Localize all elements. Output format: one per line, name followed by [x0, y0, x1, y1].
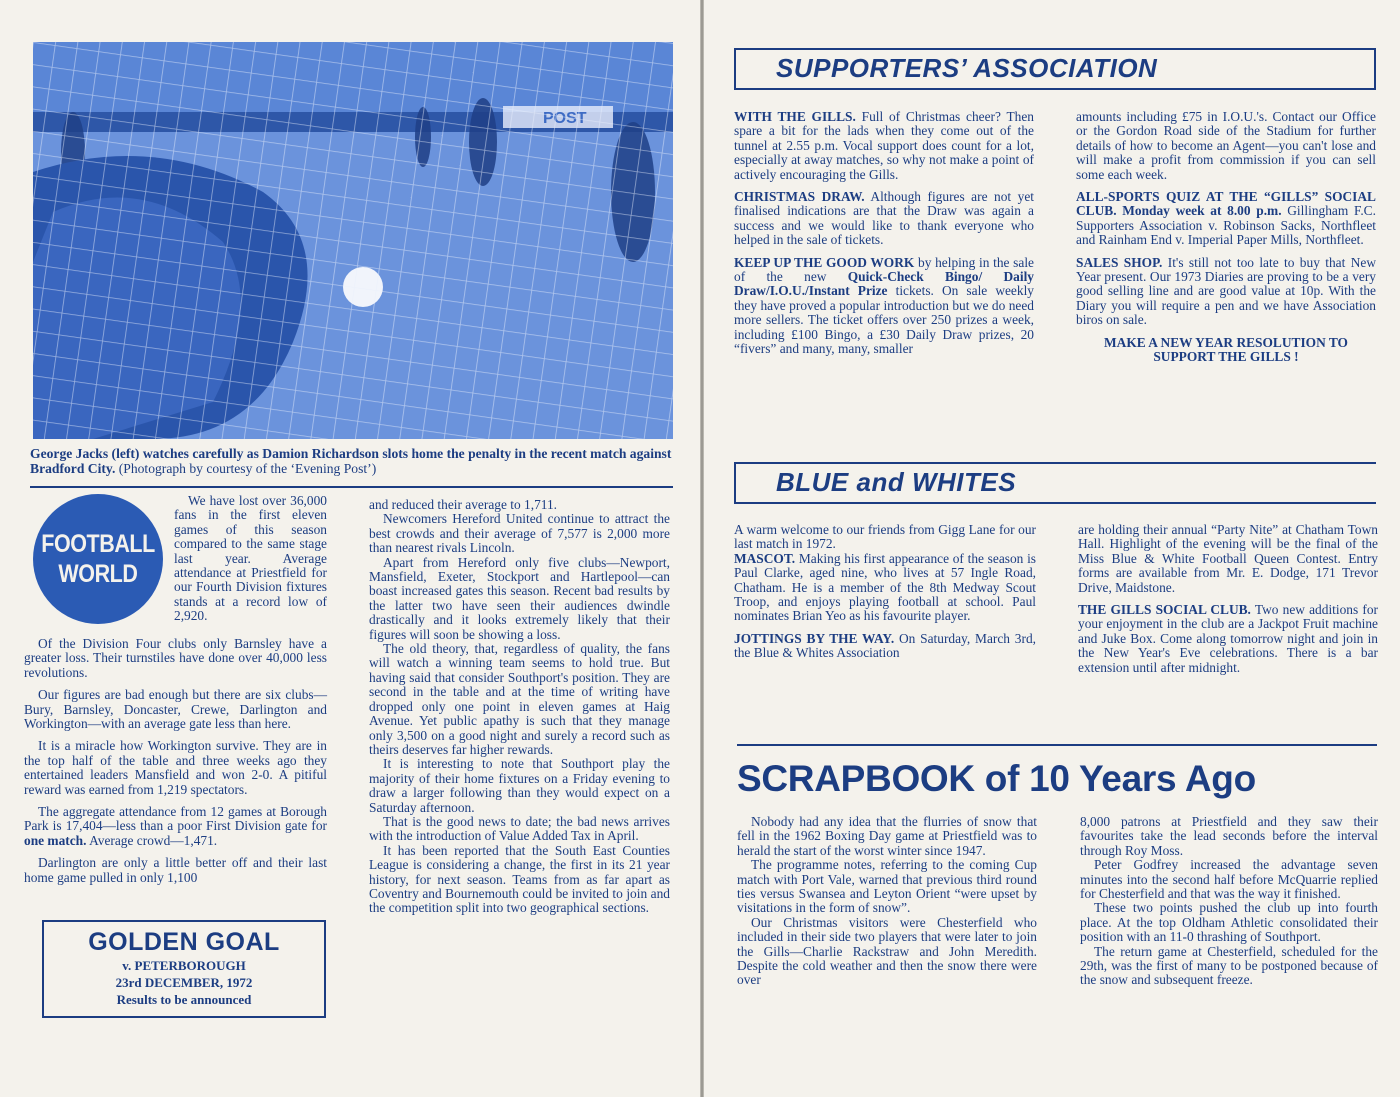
- golden-goal-opponent: v. PETERBOROUGH: [122, 958, 246, 973]
- sup-paragraph: amounts including £75 in I.O.U.'s. Contact our Office or the Gordon Road side of the Stadium for further details of how to become an Agent—you can't lose and will make a profit from commission if you can sell some each week.: [1076, 109, 1376, 182]
- fw-paragraph: Apart from Hereford only five clubs—Newport, Mansfield, Exeter, Stockport and Hartlepool—can boast increased gates this season. Recent bad results by the latter two have seen their audiences dwindle drastically and it looks extremely likely that their figures will soon be showing a loss.: [369, 554, 670, 642]
- scrap-paragraph: Peter Godfrey increased the advantage seven minutes into the second half before McQuarrie replied for Chesterfield and that was the way it finished.: [1080, 857, 1378, 902]
- fw-paragraph: Newcomers Hereford United continue to attract the best crowds and their average of 7,577 is 2,000 more than nearest rivals Lincoln.: [369, 511, 670, 556]
- bw-subhead: JOTTINGS BY THE WAY.: [734, 630, 895, 646]
- bw-paragraph: [734, 632, 1036, 661]
- bw-text: Two new additions for your enjoyment in the club are a Jackpot Fruit machine and Juke Box. Come along tomorrow night and join in the New Year's Eve celebrations. There is a bar extension until after midnight.: [1078, 602, 1378, 675]
- penalty-photo-illustration: [33, 42, 673, 439]
- sup-text: by helping in the sale of the new: [734, 254, 1034, 285]
- scrap-paragraph: The programme notes, referring to the coming Cup match with Port Vale, warned that previous third round ties versus Swansea and Leyton Orient “were upset by visitations in the form of snow”.: [737, 857, 1037, 916]
- badge-line2: WORLD: [58, 560, 138, 588]
- blue-whites-col2: [1078, 523, 1378, 683]
- football-world-col2: [369, 498, 670, 916]
- fw-paragraph: It has been reported that the South East Counties League is considering a change, the first in its 21 year history, for next season. Teams from as far apart as Coventry and Bournemouth could be invited to join and the competition split into two geographical sections.: [369, 842, 670, 916]
- scrapbook-col1: [737, 815, 1037, 988]
- sup-paragraph: [1076, 256, 1376, 328]
- supporters-heading: SUPPORTERS’ ASSOCIATION: [776, 53, 1158, 83]
- sup-paragraph: [734, 190, 1034, 248]
- sup-subhead: ALL-SPORTS QUIZ AT THE “GILLS” SOCIAL CLUB. Monday week at 8.00 p.m.: [1076, 189, 1376, 219]
- fw-paragraph: It is a miracle how Workington survive. They are in the top half of the table and three weeks ago they entertained leaders Mansfield and won 2-0. A pitiful reward was earned from 1,219 spectators.: [24, 738, 327, 797]
- match-photo: [33, 42, 673, 439]
- sup-subhead: KEEP UP THE GOOD WORK: [734, 254, 915, 270]
- scrap-paragraph: 8,000 patrons at Priestfield and they saw their favourites take the lead seconds before the interval through Roy Moss.: [1080, 814, 1378, 858]
- sup-resolution: MAKE A NEW YEAR RESOLUTION TO SUPPORT THE GILLS !: [1104, 334, 1348, 365]
- football-world-badge: [33, 494, 163, 624]
- scrap-paragraph: Our Christmas visitors were Chesterfield who included in their side two players that were later to join the Gills—Charlie Rackstraw and John Meredith. Despite the cold weather and then the snow there were over: [737, 914, 1037, 988]
- fw-paragraph: The old theory, that, regardless of quality, the fans will watch a winning team seems to hold true. But having said that consider Southport's position. They are second in the table and at the time of writing have dropped only one point in eleven games at Haig Avenue. Yet public apathy is such that they manage only 3,500 on a good night and surely a record such as theirs deserves far higher rewards.: [369, 641, 670, 757]
- fw-paragraph: and reduced their average to 1,711.: [369, 497, 558, 512]
- photo-caption: [30, 446, 673, 476]
- golden-goal-box: [42, 920, 326, 1018]
- football-world-col1: [24, 637, 327, 893]
- sup-text: Full of Christmas cheer? Then spare a bit for the lads when they come out of the tunnel at 2.55 p.m. Vocal support does count for a lot, especially at away matches, so why not make a point of actively encouraging the Gills.: [734, 109, 1034, 182]
- bw-text: On Saturday, March 3rd, the Blue & Whites Association: [734, 630, 1036, 661]
- sup-paragraph: [734, 256, 1034, 357]
- fw-paragraph: Of the Division Four clubs only Barnsley have a greater loss. Their turnstiles have done over 40,000 less revolutions.: [24, 636, 327, 680]
- supporters-col1: [734, 110, 1034, 365]
- golden-goal-title: GOLDEN GOAL: [88, 928, 280, 956]
- sup-emphasis: Quick-Check Bingo/ Daily Draw/I.O.U./Instant Prize: [734, 269, 1034, 299]
- caption-bold: George Jacks (left) watches carefully as Damion Richardson slots home the penalty in the recent match against Bradford City.: [30, 446, 672, 476]
- caption-rule: [30, 486, 673, 488]
- fw-paragraph: [24, 805, 327, 848]
- blue-whites-col1: [734, 523, 1036, 669]
- scrap-paragraph: These two points pushed the club up into fourth place. At the top Oldham Athletic consolidated their position with an 11-0 thrashing of Southport.: [1080, 900, 1378, 945]
- football-world-intro: We have lost over 36,000 fans in the first eleven games of this season compared to the same stage last year. Average attendance at Priestfield for our Fourth Division fixtures stands at a record low of 2,920.: [174, 493, 327, 624]
- sup-text: tickets. On sale weekly they have proved a popular introduction but we do need more sellers. The ticket offers over 250 prizes a week, including £100 Bingo, a £30 Daily Draw prizes, 20 “fivers” and many, many, smaller: [734, 283, 1034, 357]
- supporters-col2: [1076, 110, 1376, 373]
- bw-subhead: MASCOT.: [734, 550, 796, 566]
- bw-text: Making his first appearance of the season is Paul Clarke, aged nine, who lives at 57 Ingle Road, Chatham. He is a member of the 8th Medway Scout Troop, and enjoys playing football at school. Paul nominates Brian Yeo as his favourite player.: [734, 550, 1036, 624]
- bw-paragraph: [1078, 603, 1378, 675]
- scrapbook-rule: [737, 744, 1377, 746]
- right-page: [704, 0, 1400, 1097]
- sup-text: It's still not too late to buy that New Year present. Our 1973 Diaries are proving to be a very good selling line and are good value at 10p. With the Diary you will require a pen and we have Association biros on sale.: [1076, 254, 1376, 328]
- sup-text: Gillingham F.C. Supporters Association v. Robinson Sacks, Northfleet and Rainham End v. Imperial Paper Mills, Northfleet.: [1076, 203, 1376, 248]
- sup-paragraph: [1076, 190, 1376, 248]
- caption-credit: (Photograph by courtesy of the ‘Evening Post’): [118, 461, 377, 476]
- fw-paragraph: Our figures are bad enough but there are six clubs—Bury, Barnsley, Doncaster, Crewe, Darlington and Workington—with an average gate less than here.: [24, 687, 327, 732]
- bw-subhead: THE GILLS SOCIAL CLUB.: [1078, 602, 1251, 618]
- scrap-paragraph: Nobody had any idea that the flurries of snow that fell in the 1962 Boxing Day game at Priestfield was to herald the start of the worst winter since 1947.: [737, 814, 1037, 858]
- fw-paragraph: That is the good news to date; the bad news arrives with the introduction of Value Added Tax in April.: [369, 813, 670, 844]
- scrapbook-col2: [1080, 815, 1378, 988]
- sup-subhead: WITH THE GILLS.: [734, 109, 856, 124]
- sup-text: Although figures are not yet finalised indications are that the Draw was again a success and we would like to thank everyone who helped in the sale of tickets.: [734, 189, 1034, 248]
- golden-goal-results: Results to be announced: [116, 992, 252, 1007]
- bw-paragraph: are holding their annual “Party Nite” at Chatham Town Hall. Highlight of the evening will be the final of the Miss Blue & White Football Queen Contest. Entry forms are available from Mr. E. Dodge, 171 Trevor Drive, Maidstone.: [1078, 522, 1378, 595]
- blue-whites-heading-box: [734, 462, 1376, 504]
- supporters-heading-box: [734, 48, 1376, 90]
- golden-goal-date: 23rd DECEMBER, 1972: [115, 975, 253, 990]
- blue-whites-heading: BLUE and WHITES: [776, 467, 1017, 497]
- badge-line1: FOOTBALL: [41, 530, 155, 558]
- bw-paragraph: [734, 552, 1036, 624]
- sup-subhead: SALES SHOP.: [1076, 254, 1163, 270]
- bw-paragraph: A warm welcome to our friends from Gigg Lane for our last match in 1972.: [734, 522, 1036, 552]
- scrap-paragraph: The return game at Chesterfield, scheduled for the 29th, was the first of many to be postponed because of the snow and subsequent freeze.: [1080, 943, 1378, 988]
- scrapbook-heading: SCRAPBOOK of 10 Years Ago: [737, 758, 1256, 799]
- fw-emphasis: one match.: [24, 832, 87, 848]
- fw-paragraph: It is interesting to note that Southport play the majority of their home fixtures on a Friday evening to draw a larger following than they would expect on a Saturday afternoon.: [369, 756, 670, 815]
- fw-paragraph: Darlington are only a little better off and their last home game pulled in only 1,100: [24, 855, 327, 885]
- sup-subhead: CHRISTMAS DRAW.: [734, 189, 865, 205]
- sup-paragraph: [734, 110, 1034, 182]
- fw-text: Average crowd—1,471.: [89, 832, 218, 848]
- fw-text: The aggregate attendance from 12 games at Borough Park is 17,404—less than a poor First Division gate for: [24, 804, 327, 834]
